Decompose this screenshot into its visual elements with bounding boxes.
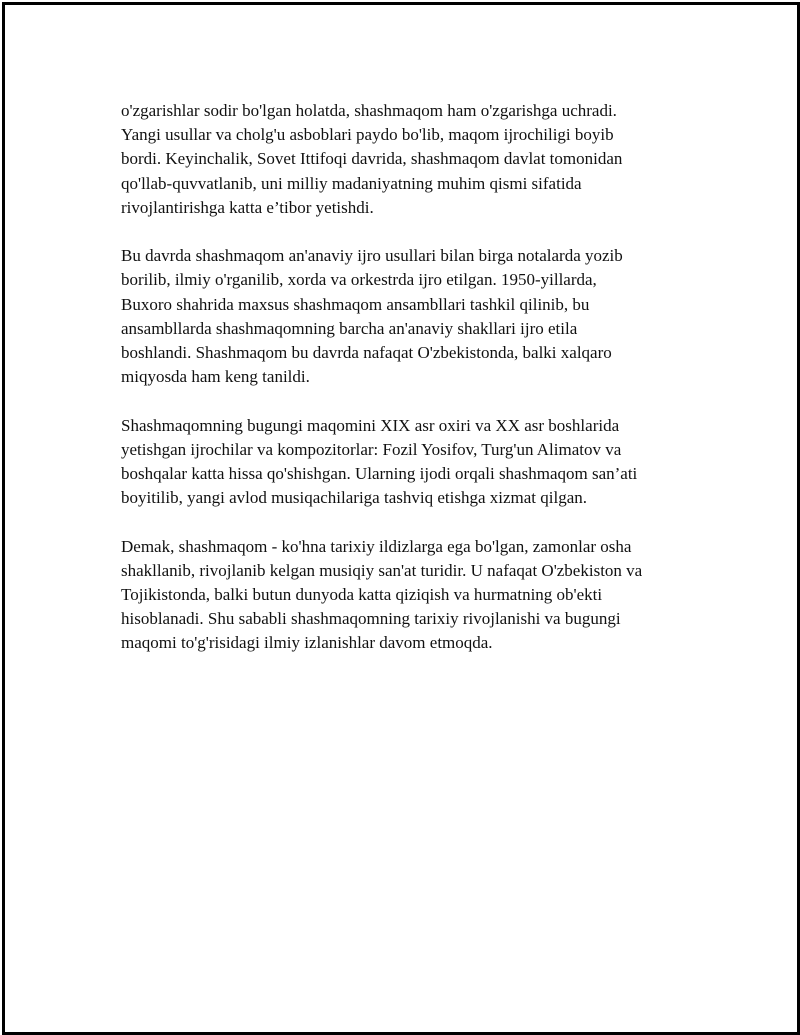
paragraph-1: o'zgarishlar sodir bo'lgan holatda, shashmaqom ham o'zgarishga uchradi. Yangi usullar va cholg'u asboblari paydo bo'lib, maqom ijrochiligi boyib bordi. Keyinchalik, Sovet Ittifoqi davrida, shashmaqom davlat tomonidan qo'llab-quvvatlanib, uni milliy madaniyatning muhim qismi sifatida rivojlantirishga katta e’tibor yetishdi. — [121, 101, 623, 217]
document-body — [121, 99, 701, 680]
document-page — [2, 2, 800, 1035]
paragraph-3: Shashmaqomning bugungi maqomini XIX asr oxiri va XX asr boshlarida yetishgan ijrochilar va kompozitorlar: Fozil Yosifov, Turg'un Alimatov va boshqalar katta hissa qo'shishgan. Ularning ijodi orqali shashmaqom san’ati boyitilib, yangi avlod musiqachilariga tashviq etishga xizmat qilgan. — [121, 415, 638, 508]
paragraph-2: Bu davrda shashmaqom an'anaviy ijro usullari bilan birga notalarda yozib borilib, ilmiy o'rganilib, xorda va orkestrda ijro etilgan. 1950-yillarda, Buxoro shahrida maxsus shashmaqom ansambllari tashkil qilinib, bu ansambllarda shashmaqomning barcha an'anaviy shakllari ijro etila boshlandi. Shashmaqom bu davrda nafaqat O'zbekistonda, balki xalqaro miqyosda ham keng tanildi. — [121, 246, 623, 387]
paragraph-4: Demak, shashmaqom - ko'hna tarixiy ildizlarga ega bo'lgan, zamonlar osha shakllanib, rivojlanib kelgan musiqiy san'at turidir. U nafaqat O'zbekiston va Tojikistonda, balki butun dunyoda katta qiziqish va hurmatning ob'ekti hisoblanadi. Shu sababli shashmaqomning tarixiy rivojlanishi va bugungi maqomi to'g'risidagi ilmiy izlanishlar davom etmoqda. — [121, 536, 643, 653]
